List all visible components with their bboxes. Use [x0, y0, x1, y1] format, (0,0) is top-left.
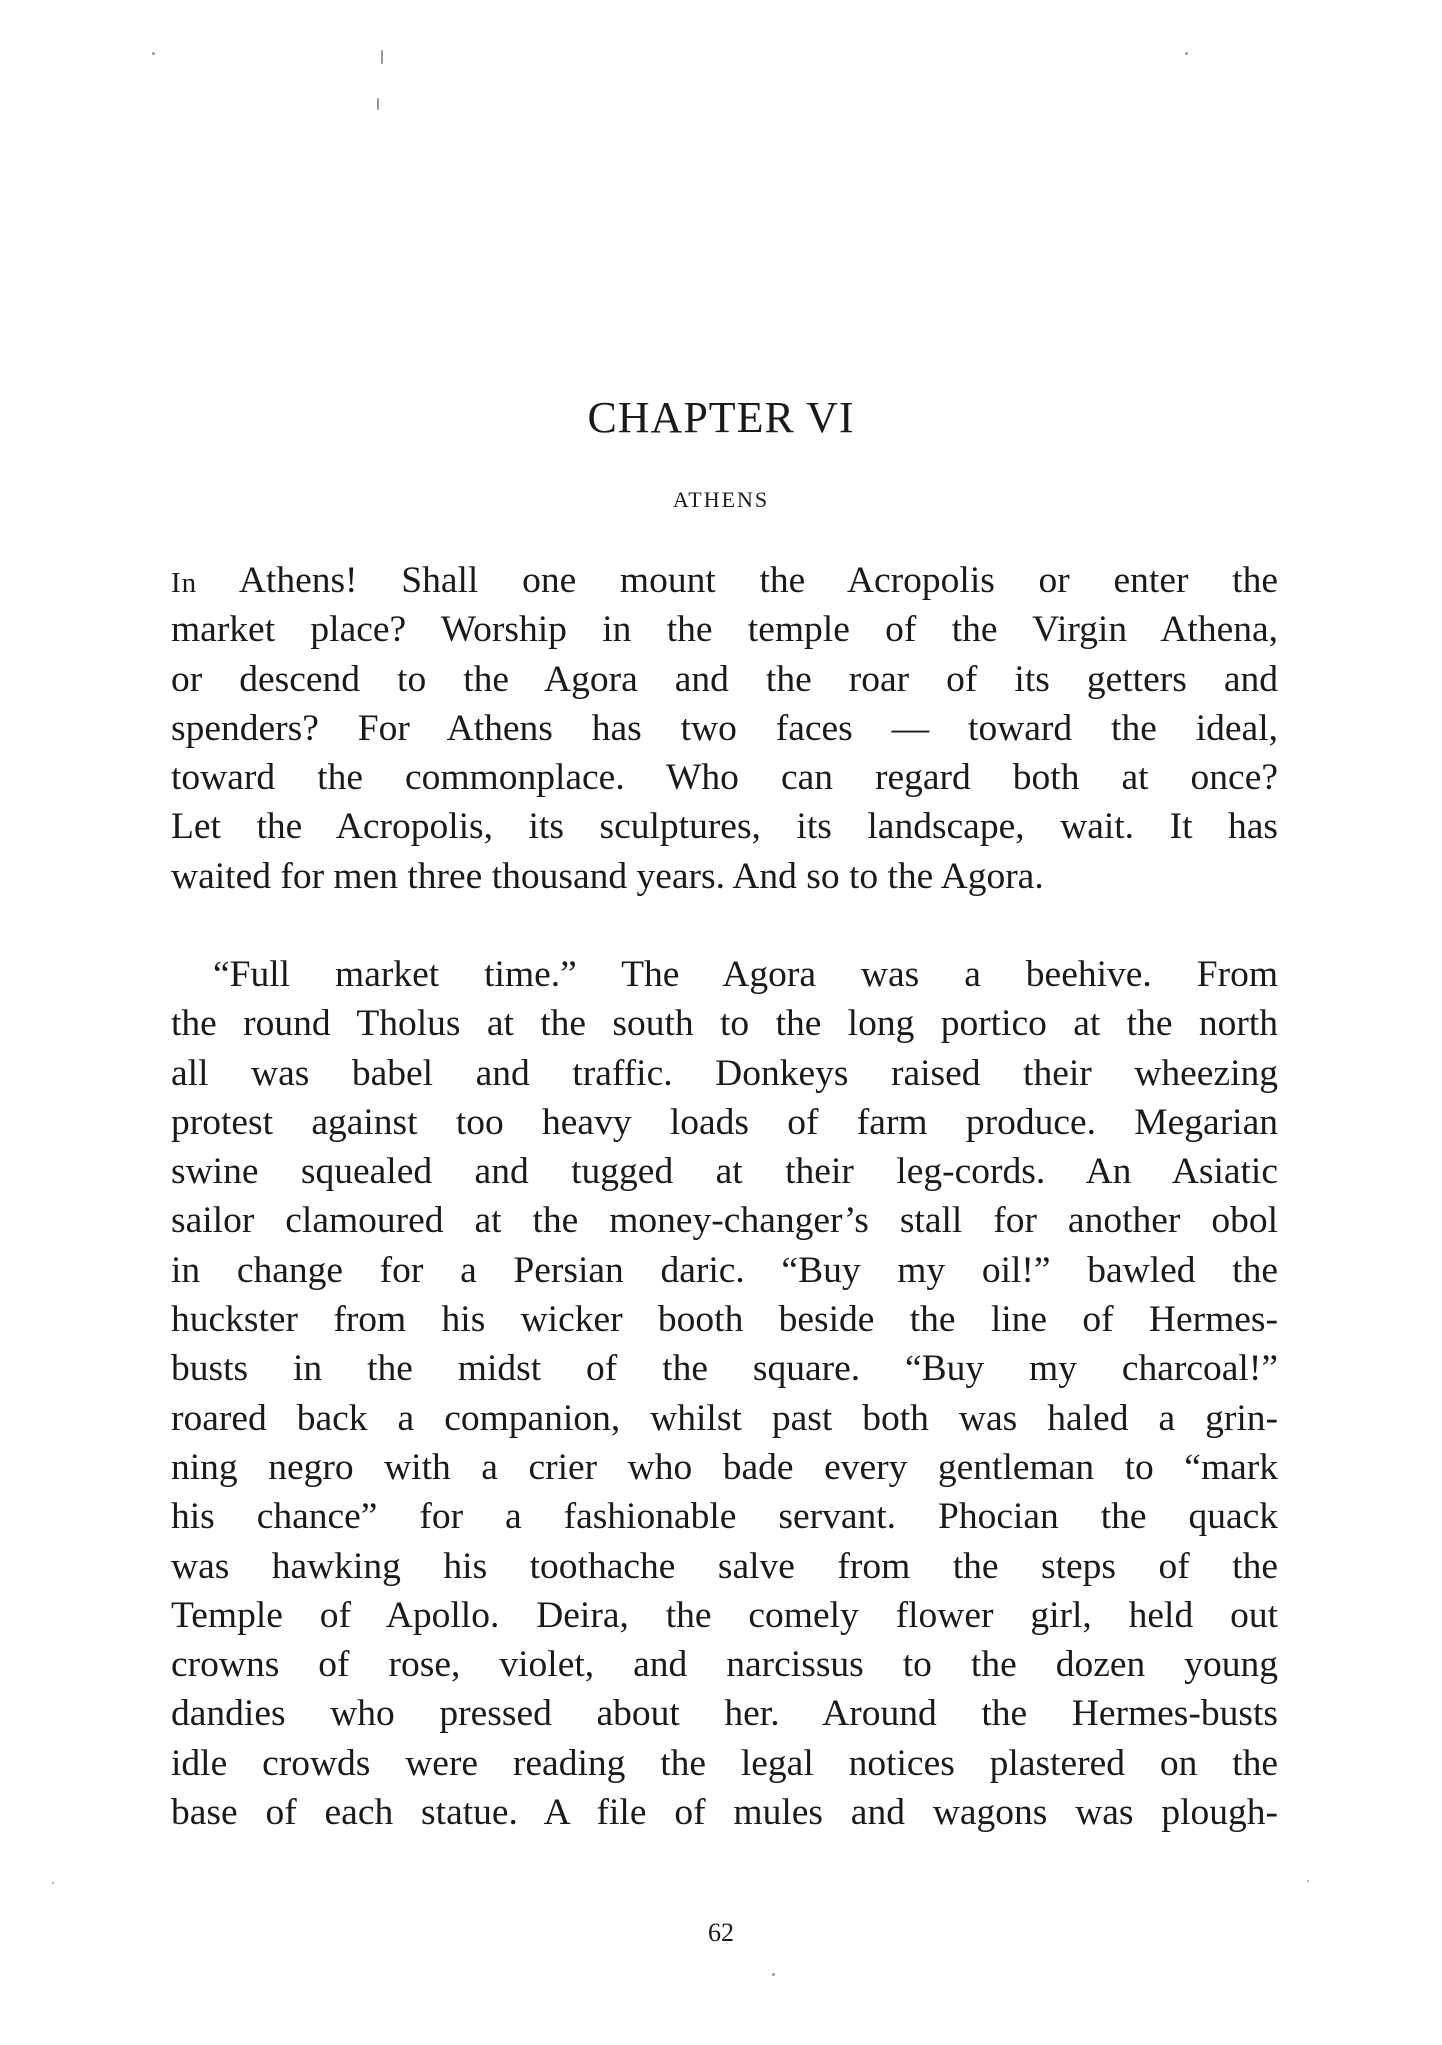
paragraph-2	[171, 950, 1278, 1837]
text-line: waited for men three thousand years. And so to the Agora.	[171, 855, 1044, 897]
scan-speck	[1185, 52, 1188, 55]
text-line: sailor clamoured at the money-changer’s stall for another obol	[171, 1200, 1278, 1242]
scan-speck	[377, 98, 379, 110]
scan-speck	[1307, 1880, 1309, 1882]
paragraph-1	[171, 556, 1278, 901]
text-line: In Athens! Shall one mount the Acropolis or enter the	[171, 560, 1278, 601]
text-line: the round Tholus at the south to the long portico at the north	[171, 1003, 1278, 1045]
text-line: or descend to the Agora and the roar of its getters and	[171, 658, 1278, 700]
text-line: protest against too heavy loads of farm produce. Megarian	[171, 1101, 1278, 1143]
text-line: market place? Worship in the temple of the Virgin Athena,	[171, 609, 1278, 651]
scan-speck	[772, 1973, 775, 1976]
text-line: was hawking his toothache salve from the steps of the	[171, 1545, 1278, 1587]
text-line: toward the commonplace. Who can regard both at once?	[171, 757, 1278, 799]
text-line: idle crowds were reading the legal notices plastered on the	[171, 1742, 1278, 1784]
page-number: 62	[708, 1918, 734, 1947]
text-line: ning negro with a crier who bade every gentleman to “mark	[171, 1446, 1278, 1488]
scan-speck	[52, 1882, 54, 1884]
text-line: huckster from his wicker booth beside the line of Hermes-	[171, 1299, 1278, 1341]
scan-speck	[381, 50, 383, 64]
text-line: swine squealed and tugged at their leg-cords. An Asiatic	[171, 1151, 1278, 1193]
chapter-subtitle: ATHENS	[672, 487, 770, 512]
text-line: base of each statue. A file of mules and wagons was plough-	[171, 1792, 1278, 1834]
text-line: Temple of Apollo. Deira, the comely flower girl, held out	[171, 1594, 1278, 1636]
text-line: spenders? For Athens has two faces — toward the ideal,	[171, 707, 1278, 749]
text-line: “Full market time.” The Agora was a beehive. From	[213, 954, 1278, 995]
text-line: crowns of rose, violet, and narcissus to the dozen young	[171, 1644, 1278, 1686]
text-line: in change for a Persian daric. “Buy my oil!” bawled the	[171, 1249, 1278, 1291]
text-line: Let the Acropolis, its sculptures, its landscape, wait. It has	[171, 806, 1278, 848]
drop-word: In	[171, 567, 198, 599]
text-line: his chance” for a fashionable servant. Phocian the quack	[171, 1496, 1278, 1538]
text-line: roared back a companion, whilst past both was haled a grin-	[171, 1397, 1278, 1439]
scan-speck	[152, 52, 155, 55]
text-line: busts in the midst of the square. “Buy my charcoal!”	[171, 1348, 1278, 1390]
text-line: all was babel and traffic. Donkeys raised their wheezing	[171, 1052, 1278, 1094]
chapter-title: CHAPTER VI	[587, 393, 855, 442]
text-line: dandies who pressed about her. Around the Hermes-busts	[171, 1693, 1278, 1735]
